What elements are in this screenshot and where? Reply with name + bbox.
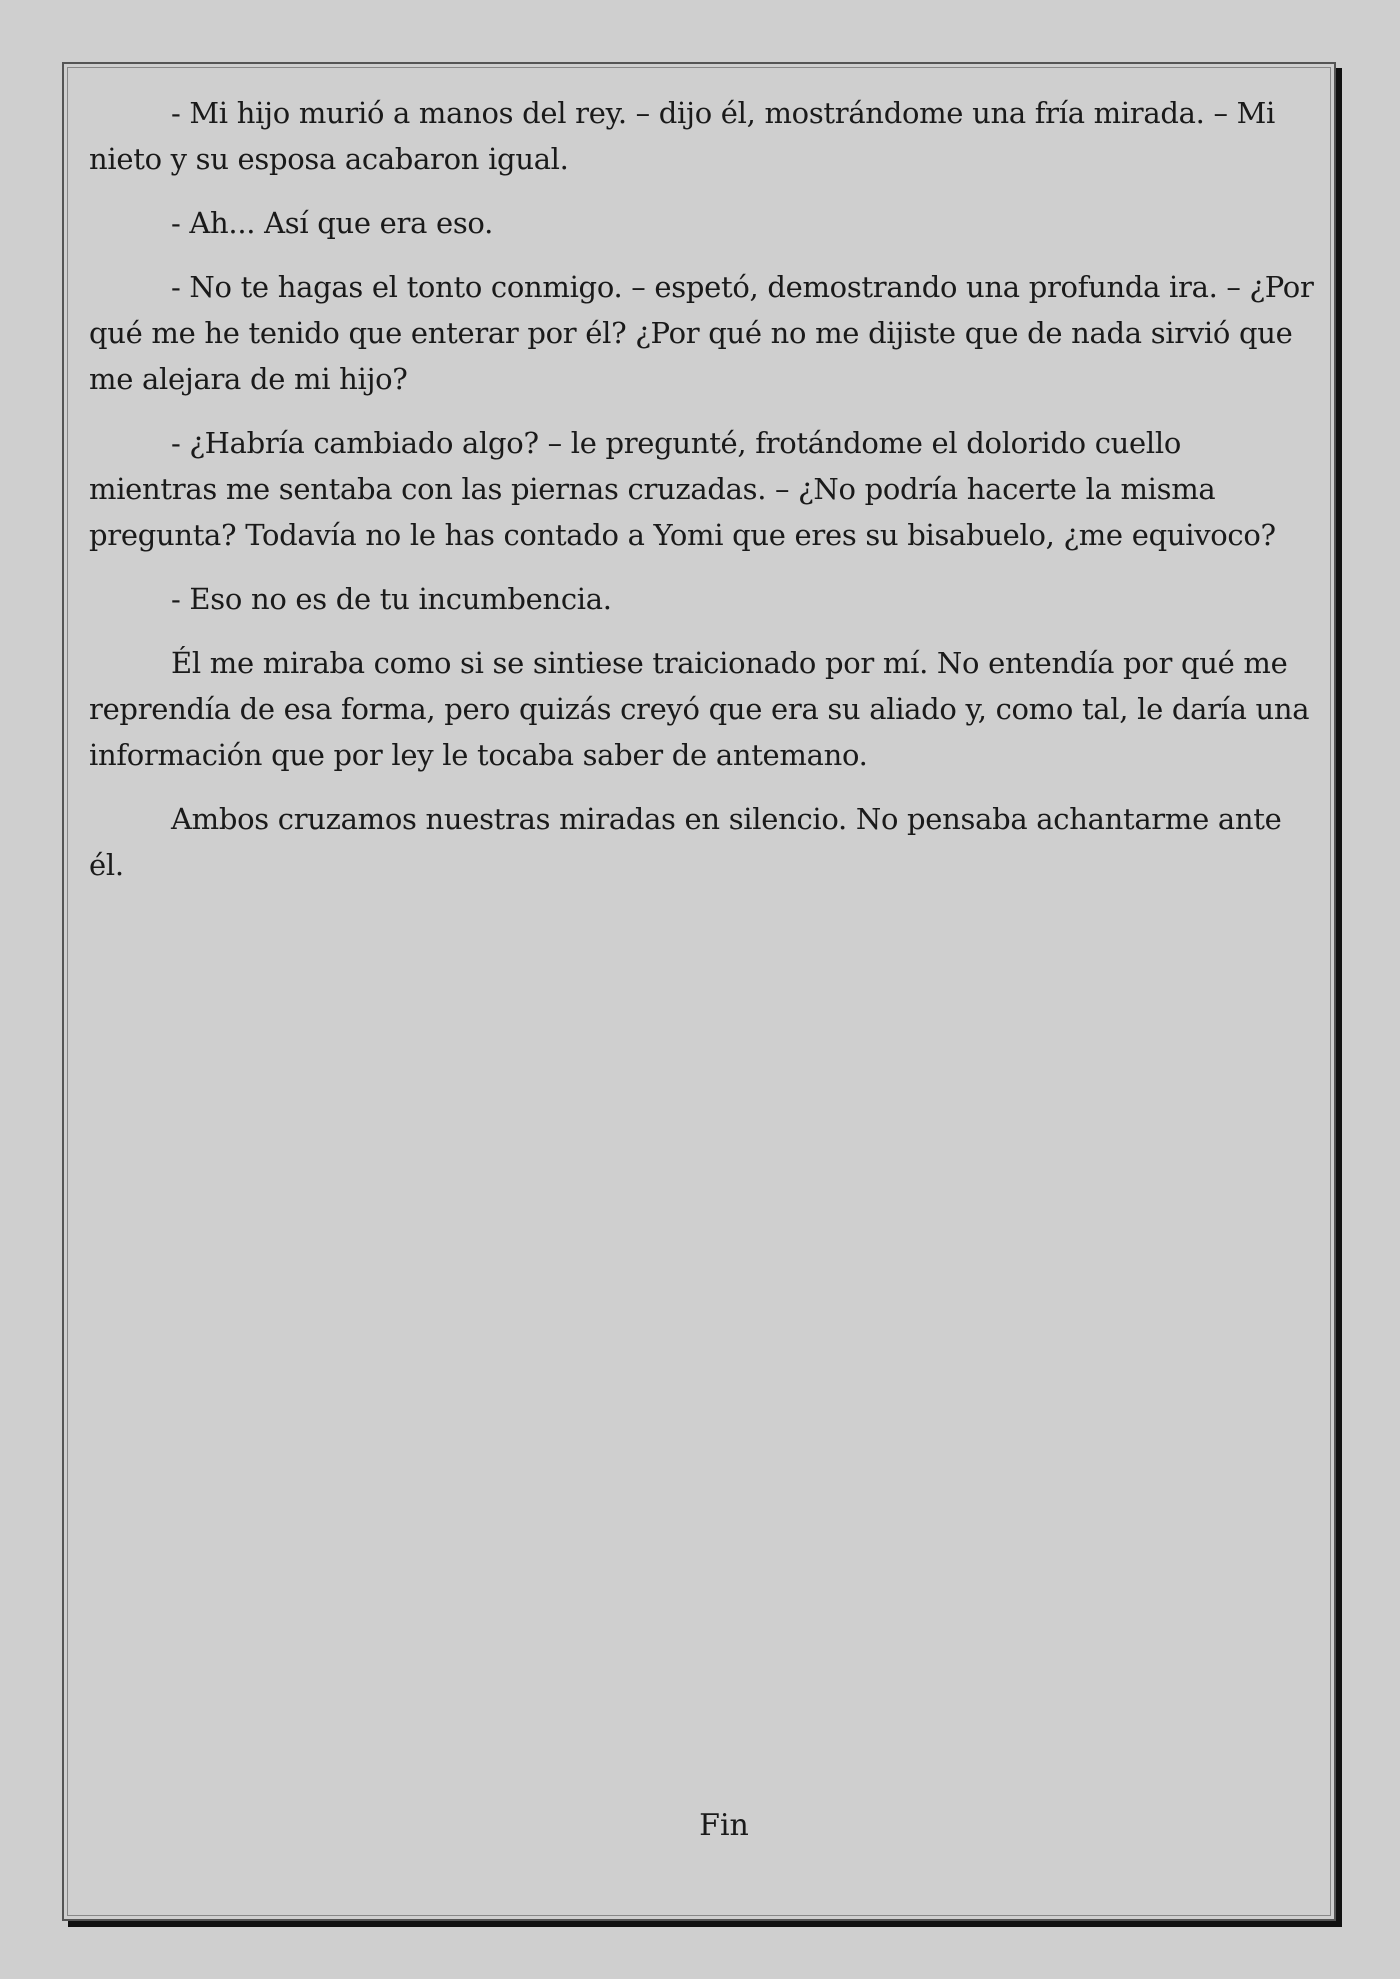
paragraph: Él me miraba como si se sintiese traicionado por mí. No entendía por qué me reprendía de esa forma, pero quizás creyó que era su aliado y, como tal, le daría una información que por ley le tocaba saber de antemano. [89,646,1310,772]
page-frame [62,62,1336,1921]
end-label: Fin [699,1808,749,1843]
text-body [89,90,1314,906]
paragraph: - No te hagas el tonto conmigo. – espetó, demostrando una profunda ira. – ¿Por qué me he tenido que enterar por él? ¿Por qué no me dijiste que de nada sirvió que me alejara de mi hijo? [89,270,1314,396]
paragraph: - Ah... Así que era eso. [171,206,493,240]
paragraph: Ambos cruzamos nuestras miradas en silencio. No pensaba achantarme ante él. [89,802,1282,882]
paragraph: - Eso no es de tu incumbencia. [171,582,612,616]
page-inner-border [67,67,1331,1916]
paragraph: - Mi hijo murió a manos del rey. – dijo él, mostrándome una fría mirada. – Mi nieto y su esposa acabaron igual. [89,96,1275,176]
paragraph: - ¿Habría cambiado algo? – le pregunté, frotándome el dolorido cuello mientras me sentaba con las piernas cruzadas. – ¿No podría hacerte la misma pregunta? Todavía no le has contado a Yomi que eres su bisabuelo, ¿me equivoco? [89,426,1276,552]
